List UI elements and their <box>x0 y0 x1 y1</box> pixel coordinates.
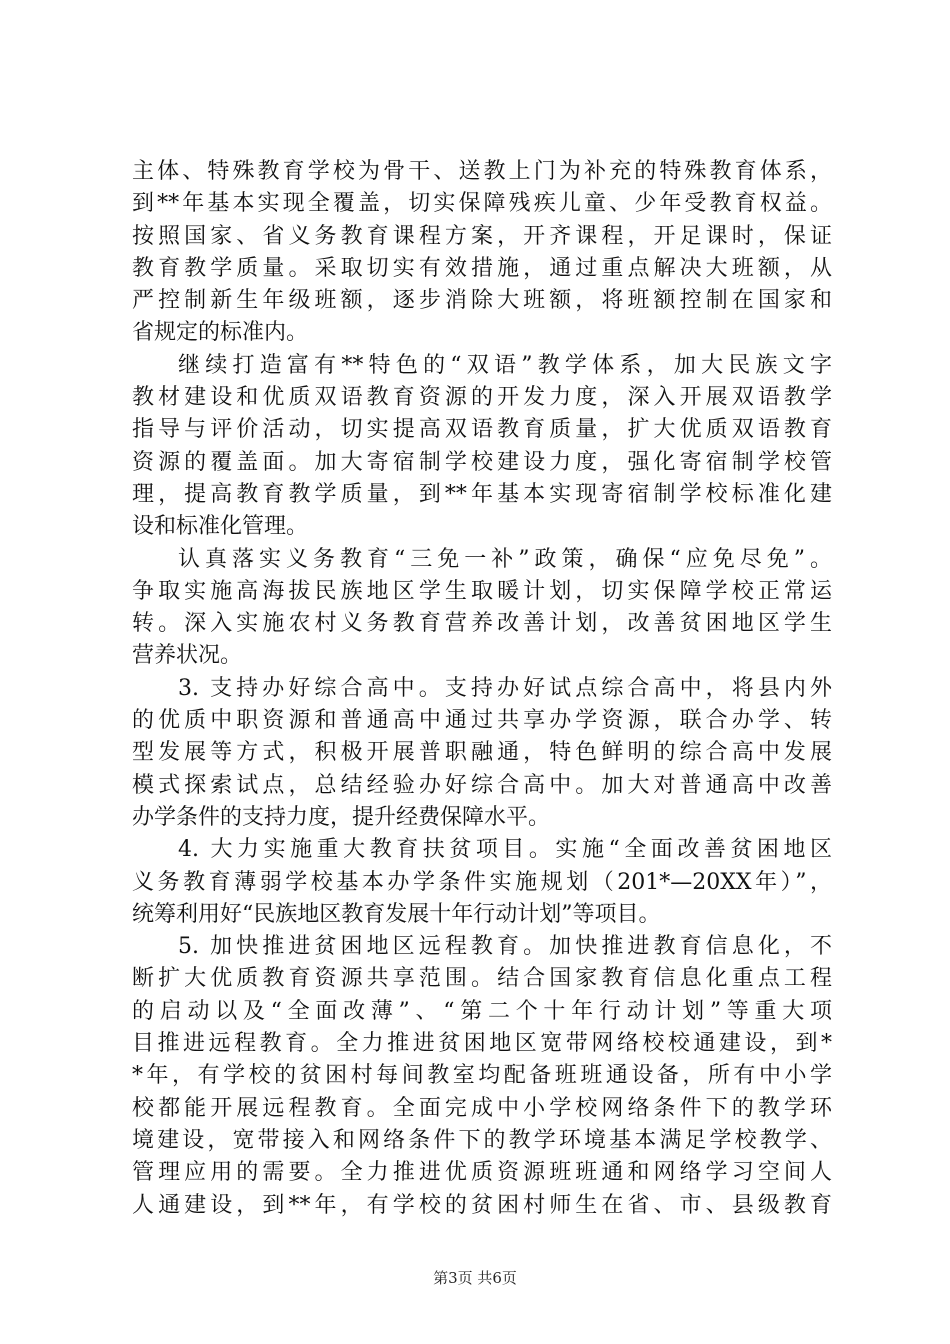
document-body <box>132 156 832 1222</box>
text-line: 管理应用的需要。全力推进优质资源班班通和网络学习空间人 <box>132 1160 832 1186</box>
text-line: 校都能开展远程教育。全面完成中小学校网络条件下的教学环 <box>132 1095 832 1121</box>
text-line: 的启动以及“全面改薄”、“第二个十年行动计划”等重大项 <box>132 998 832 1024</box>
text-line: 目推进远程教育。全力推进贫困地区宽带网络校校通建设，到* <box>132 1031 832 1057</box>
text-line: 设和标准化管理。 <box>132 514 309 540</box>
text-line: 模式探索试点，总结经验办好综合高中。加大对普通高中改善 <box>132 772 832 798</box>
text-line: 统筹利用好“民族地区教育发展十年行动计划”等项目。 <box>132 901 661 927</box>
text-line: 继续打造富有**特色的“双语”教学体系，加大民族文字 <box>178 352 832 378</box>
text-line: 按照国家、省义务教育课程方案，开齐课程，开足课时，保证 <box>132 223 832 249</box>
text-line: 境建设，宽带接入和网络条件下的教学环境基本满足学校教学、 <box>132 1127 832 1153</box>
page-footer: 第3页 共6页 <box>433 1269 517 1287</box>
text-line: 断扩大优质教育资源共享范围。结合国家教育信息化重点工程 <box>132 966 832 992</box>
text-line: 义务教育薄弱学校基本办学条件实施规划（201*—20XX年）”， <box>132 869 832 895</box>
text-line: 认真落实义务教育“三免一补”政策，确保“应免尽免”。 <box>178 546 832 572</box>
text-line: 教育教学质量。采取切实有效措施，通过重点解决大班额，从 <box>132 255 832 281</box>
paragraph <box>132 931 832 1222</box>
text-line: 的优质中职资源和普通高中通过共享办学资源，联合办学、转 <box>132 708 832 734</box>
text-line: 主体、特殊教育学校为骨干、送教上门为补充的特殊教育体系， <box>132 159 832 184</box>
text-line: 教材建设和优质双语教育资源的开发力度，深入开展双语教学 <box>132 385 832 411</box>
text-line: 人通建设，到**年，有学校的贫困村师生在省、市、县级教育 <box>132 1192 832 1218</box>
paragraph <box>132 673 832 834</box>
paragraph <box>132 544 832 673</box>
text-line: 资源的覆盖面。加大寄宿制学校建设力度，强化寄宿制学校管 <box>132 449 832 475</box>
paragraph <box>132 834 832 931</box>
text-line: 4. 大力实施重大教育扶贫项目。实施“全面改善贫困地区 <box>178 837 832 863</box>
paragraph <box>132 156 832 350</box>
text-line: 指导与评价活动，切实提高双语教育质量，扩大优质双语教育 <box>132 417 832 443</box>
text-line: 省规定的标准内。 <box>132 320 309 346</box>
text-line: 型发展等方式，积极开展普职融通，特色鲜明的综合高中发展 <box>132 740 832 766</box>
text-line: 3. 支持办好综合高中。支持办好试点综合高中，将县内外 <box>178 675 832 701</box>
text-line: 转。深入实施农村义务教育营养改善计划，改善贫困地区学生 <box>132 611 832 637</box>
text-line: 争取实施高海拔民族地区学生取暖计划，切实保障学校正常运 <box>132 578 832 604</box>
text-line: 营养状况。 <box>132 643 243 669</box>
text-line: 5. 加快推进贫困地区远程教育。加快推进教育信息化，不 <box>178 934 832 960</box>
text-line: *年，有学校的贫困村每间教室均配备班班通设备，所有中小学 <box>132 1063 832 1089</box>
text-line: 到**年基本实现全覆盖，切实保障残疾儿童、少年受教育权益。 <box>132 191 832 217</box>
text-line: 严控制新生年级班额，逐步消除大班额，将班额控制在国家和 <box>132 288 832 314</box>
text-line: 办学条件的支持力度，提升经费保障水平。 <box>132 804 551 830</box>
text-line: 理，提高教育教学质量，到**年基本实现寄宿制学校标准化建 <box>132 481 832 507</box>
paragraph <box>132 350 832 544</box>
